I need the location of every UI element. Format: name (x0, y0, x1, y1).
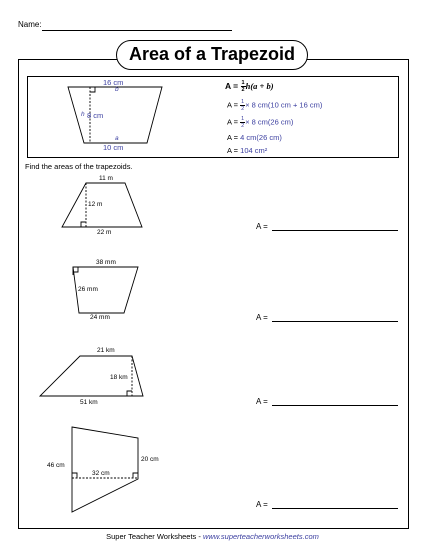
p3-height-label: 18 km (110, 374, 128, 381)
answer-1 (256, 222, 398, 231)
step2-frac-num: 1 (241, 116, 245, 122)
answer-2 (256, 313, 398, 322)
p2-top-label: 38 mm (96, 259, 116, 266)
p4-height-label: 32 cm (92, 470, 110, 477)
step1-frac-num: 1 (241, 99, 245, 105)
step4-text: 104 cm² (240, 146, 268, 155)
example-height-var: h (81, 111, 85, 118)
page-title: Area of a Trapezoid (116, 40, 308, 70)
example-top-label: 16 cm (103, 78, 124, 87)
step2-lhs: A = (227, 117, 239, 127)
step3-text: 4 cm(26 cm) (240, 133, 282, 142)
example-bottom-var: a (115, 135, 119, 142)
formula-step-3 (227, 133, 282, 142)
answer-4-label: A = (256, 500, 268, 509)
step2-text: × 8 cm(26 cm) (245, 117, 294, 127)
frac-num: 1 (241, 80, 245, 86)
frac-den: 2 (241, 87, 245, 93)
p3-top-label: 21 km (97, 347, 115, 354)
footer-link[interactable]: www.superteacherworksheets.com (202, 532, 319, 541)
p3-bottom-label: 51 km (80, 399, 98, 406)
formula-rest: h(a + b) (245, 80, 274, 91)
step1-frac-den: 2 (241, 106, 245, 112)
formula-main (225, 80, 274, 93)
p4-right-label: 20 cm (141, 456, 159, 463)
step4-lhs: A = (227, 146, 239, 155)
answer-2-line[interactable] (272, 321, 398, 322)
formula-step-1 (227, 99, 322, 112)
p2-bottom-label: 24 mm (90, 314, 110, 321)
answer-4-line[interactable] (272, 508, 398, 509)
footer (0, 532, 425, 541)
answer-3-line[interactable] (272, 405, 398, 406)
step3-lhs: A = (227, 133, 239, 142)
example-bottom-label: 10 cm (103, 143, 124, 152)
example-top-var: b (115, 86, 119, 93)
p1-height-label: 12 m (88, 201, 103, 208)
answer-4 (256, 500, 398, 509)
p2-height-label: 26 mm (78, 286, 98, 293)
step1-text: × 8 cm(10 cm + 16 cm) (245, 100, 323, 110)
footer-brand: Super Teacher Worksheets - (106, 532, 203, 541)
formula-step-4 (227, 146, 267, 155)
formula-step-2 (227, 116, 293, 129)
answer-3-label: A = (256, 397, 268, 406)
formula-lhs: A = (225, 80, 239, 91)
step2-frac-den: 2 (241, 123, 245, 129)
answer-1-line[interactable] (272, 230, 398, 231)
p4-left-label: 46 cm (47, 462, 65, 469)
answer-3 (256, 397, 398, 406)
example-height-label: 8 cm (87, 111, 104, 120)
instructions: Find the areas of the trapezoids. (25, 162, 133, 171)
step1-lhs: A = (227, 100, 239, 110)
name-label: Name: (18, 20, 42, 29)
answer-2-label: A = (256, 313, 268, 322)
p1-top-label: 11 m (99, 175, 113, 182)
answer-1-label: A = (256, 222, 268, 231)
p1-bottom-label: 22 m (97, 229, 112, 236)
